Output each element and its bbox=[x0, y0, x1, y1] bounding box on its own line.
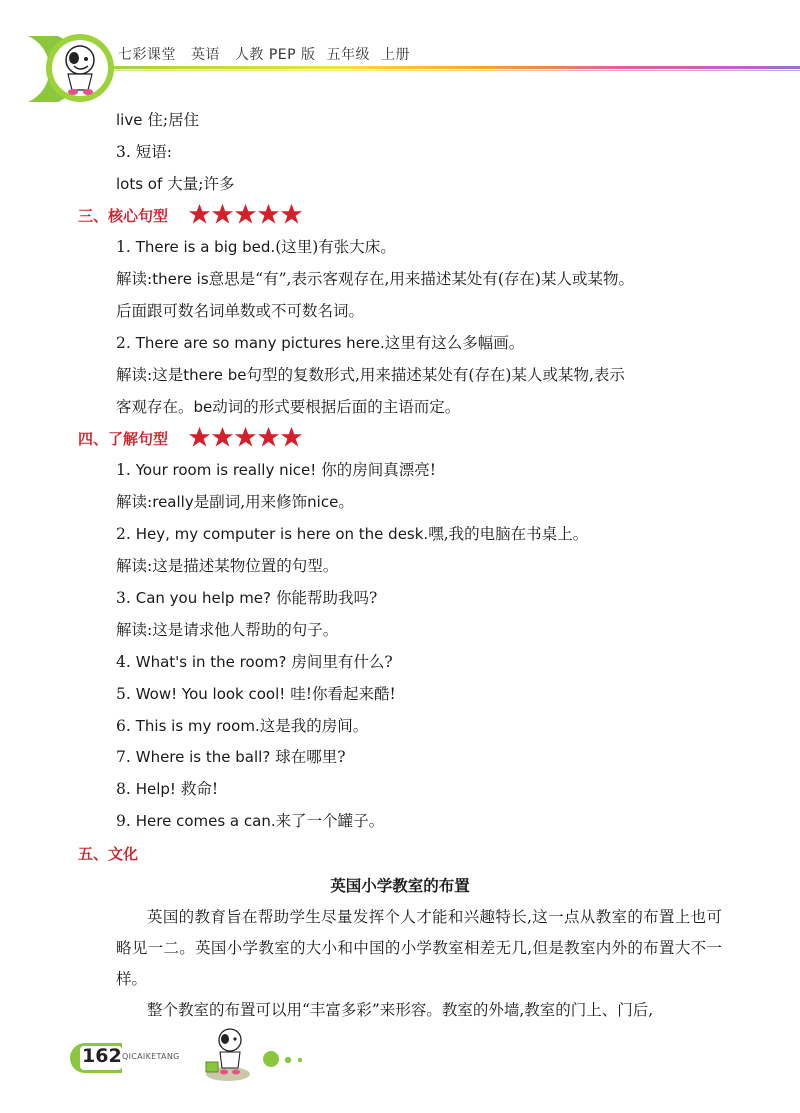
explanation-zh: 这是描述某物位置的句型。 bbox=[152, 557, 339, 575]
sentence-en: There is a big bed. bbox=[135, 238, 276, 256]
item-number: 2. bbox=[116, 525, 131, 543]
star-icon bbox=[257, 426, 280, 448]
explanation-2a bbox=[116, 364, 625, 386]
vocab-lots-of-line bbox=[116, 173, 234, 195]
item-number: 4. bbox=[116, 653, 131, 671]
core-sentence-1 bbox=[116, 236, 396, 258]
explanation-zh: 句型的复数形式,用来描述某处有(存在)某人或某物,表示 bbox=[246, 366, 625, 384]
sentence-zh: 这里有这么多幅画。 bbox=[384, 334, 525, 352]
sentence-zh: 嘿,我的电脑在书桌上。 bbox=[428, 525, 589, 543]
explanation-en: there be bbox=[183, 366, 247, 384]
mascot-logo-icon bbox=[18, 26, 118, 104]
explanation-en: be bbox=[193, 398, 213, 416]
item-number: 5. bbox=[116, 685, 131, 703]
star-icon bbox=[280, 203, 303, 225]
star-icon bbox=[234, 426, 257, 448]
explanation-4-1 bbox=[116, 491, 354, 513]
vocab-en: live bbox=[116, 111, 143, 129]
explanation-zh: 这是 bbox=[152, 366, 184, 384]
sentence-en: Hey, my computer is here on the desk. bbox=[135, 525, 429, 543]
star-icon bbox=[211, 203, 234, 225]
learn-sentence-4 bbox=[116, 651, 393, 673]
footer-brand: QICAIKETANG bbox=[122, 1052, 180, 1061]
learn-sentence-5 bbox=[116, 683, 396, 705]
core-sentence-2 bbox=[116, 332, 524, 354]
sentence-zh: 你的房间真漂亮! bbox=[321, 461, 436, 479]
star-icon bbox=[188, 426, 211, 448]
explanation-zh: 是副词,用来修饰 bbox=[193, 493, 308, 511]
item-number: 6. bbox=[116, 717, 131, 735]
explanation-zh: 动词的形式要根据后面的主语而定。 bbox=[212, 398, 461, 416]
sentence-en: There are so many pictures here. bbox=[135, 334, 385, 352]
sentence-zh: (这里)有张大床。 bbox=[275, 238, 396, 256]
explanation-label: 解读: bbox=[116, 493, 153, 511]
explanation-4-3 bbox=[116, 619, 338, 641]
item-number: 3. bbox=[116, 589, 131, 607]
learn-sentence-3 bbox=[116, 587, 377, 609]
vocab-live-line bbox=[116, 109, 199, 131]
header-edition: 人教 PEP 版 bbox=[234, 47, 316, 63]
vocab-zh: 住;居住 bbox=[147, 111, 200, 129]
learn-sentence-1 bbox=[116, 459, 436, 481]
learn-sentence-9 bbox=[116, 810, 384, 832]
explanation-zh: 意思是“有”,表示客观存在,用来描述某处有(存在)某人或某物。 bbox=[208, 270, 634, 288]
learn-sentence-7 bbox=[116, 746, 346, 768]
explanation-label: 解读: bbox=[116, 270, 153, 288]
item-number: 1. bbox=[116, 238, 131, 256]
explanation-zh: 。 bbox=[338, 493, 354, 511]
header-volume: 上册 bbox=[380, 47, 410, 63]
sentence-en: Help! bbox=[135, 780, 176, 798]
mascot-footer-icon bbox=[198, 1024, 258, 1084]
page-header bbox=[0, 0, 800, 110]
explanation-en: really bbox=[152, 493, 194, 511]
header-series: 七彩课堂 bbox=[118, 47, 176, 63]
section-title-culture: 五、文化 bbox=[78, 845, 139, 863]
learn-sentence-8 bbox=[116, 778, 218, 800]
star-icon bbox=[234, 203, 257, 225]
explanation-4-2 bbox=[116, 555, 338, 577]
item-number: 2. bbox=[116, 334, 131, 352]
sentence-en: Your room is really nice! bbox=[135, 461, 317, 479]
star-rating bbox=[188, 203, 303, 229]
sentence-en: Here comes a can. bbox=[135, 812, 276, 830]
learn-sentence-2 bbox=[116, 523, 588, 545]
section-title-core-sentences: 三、核心句型 bbox=[78, 207, 169, 225]
sentence-en: Can you help me? bbox=[135, 589, 271, 607]
learn-sentence-6 bbox=[116, 715, 368, 737]
sentence-zh: 房间里有什么? bbox=[291, 653, 393, 671]
explanation-2b bbox=[116, 396, 460, 418]
article-paragraph-2: 整个教室的布置可以用“丰富多彩”来形容。教室的外墙,教室的门上、门后, bbox=[147, 1001, 654, 1019]
sentence-en: Wow! You look cool! bbox=[135, 685, 286, 703]
star-icon bbox=[211, 426, 234, 448]
sentence-zh: 你能帮助我吗? bbox=[275, 589, 378, 607]
article-title: 英国小学教室的布置 bbox=[330, 876, 470, 895]
item-number: 9. bbox=[116, 812, 131, 830]
sentence-zh: 球在哪里? bbox=[275, 748, 346, 766]
star-rating bbox=[188, 426, 303, 452]
header-subject: 英语 bbox=[190, 47, 220, 63]
page-number: 162 bbox=[82, 1045, 122, 1067]
sentence-zh: 这是我的房间。 bbox=[259, 717, 369, 735]
star-icon bbox=[257, 203, 280, 225]
explanation-1a bbox=[116, 268, 634, 290]
vocab-en: lots of bbox=[116, 175, 163, 193]
sentence-en: This is my room. bbox=[135, 717, 260, 735]
header-rainbow-stripe bbox=[100, 66, 800, 71]
section-title-learn-sentences: 四、了解句型 bbox=[78, 430, 169, 448]
star-icon bbox=[280, 426, 303, 448]
explanation-label: 解读: bbox=[116, 621, 153, 639]
explanation-en: there is bbox=[152, 270, 209, 288]
sentence-en: What's in the room? bbox=[135, 653, 287, 671]
item-number: 7. bbox=[116, 748, 131, 766]
item-number: 1. bbox=[116, 461, 131, 479]
sentence-zh: 哇!你看起来酷! bbox=[290, 685, 396, 703]
article-paragraph-1: 英国的教育旨在帮助学生尽量发挥个人才能和兴趣特长,这一点从教室的布置上也可略见一二。英国小学教室的大小和中国的小学教室相差无几,但是教室内外的布置大不一样。 bbox=[116, 908, 722, 988]
decorative-dots-icon bbox=[262, 1050, 312, 1070]
explanation-label: 解读: bbox=[116, 366, 153, 384]
sentence-zh: 来了一个罐子。 bbox=[275, 812, 385, 830]
vocab-zh: 大量;许多 bbox=[167, 175, 235, 193]
sentence-en: Where is the ball? bbox=[135, 748, 271, 766]
explanation-zh: 客观存在。 bbox=[116, 398, 194, 416]
phrases-heading: 3. 短语: bbox=[116, 143, 172, 161]
header-grade: 五年级 bbox=[326, 47, 370, 63]
explanation-1b: 后面跟可数名词单数或不可数名词。 bbox=[116, 302, 365, 320]
explanation-zh: 这是请求他人帮助的句子。 bbox=[152, 621, 339, 639]
header-title bbox=[118, 44, 420, 64]
explanation-en: nice bbox=[307, 493, 339, 511]
explanation-label: 解读: bbox=[116, 557, 153, 575]
sentence-zh: 救命! bbox=[180, 780, 219, 798]
star-icon bbox=[188, 203, 211, 225]
item-number: 8. bbox=[116, 780, 131, 798]
